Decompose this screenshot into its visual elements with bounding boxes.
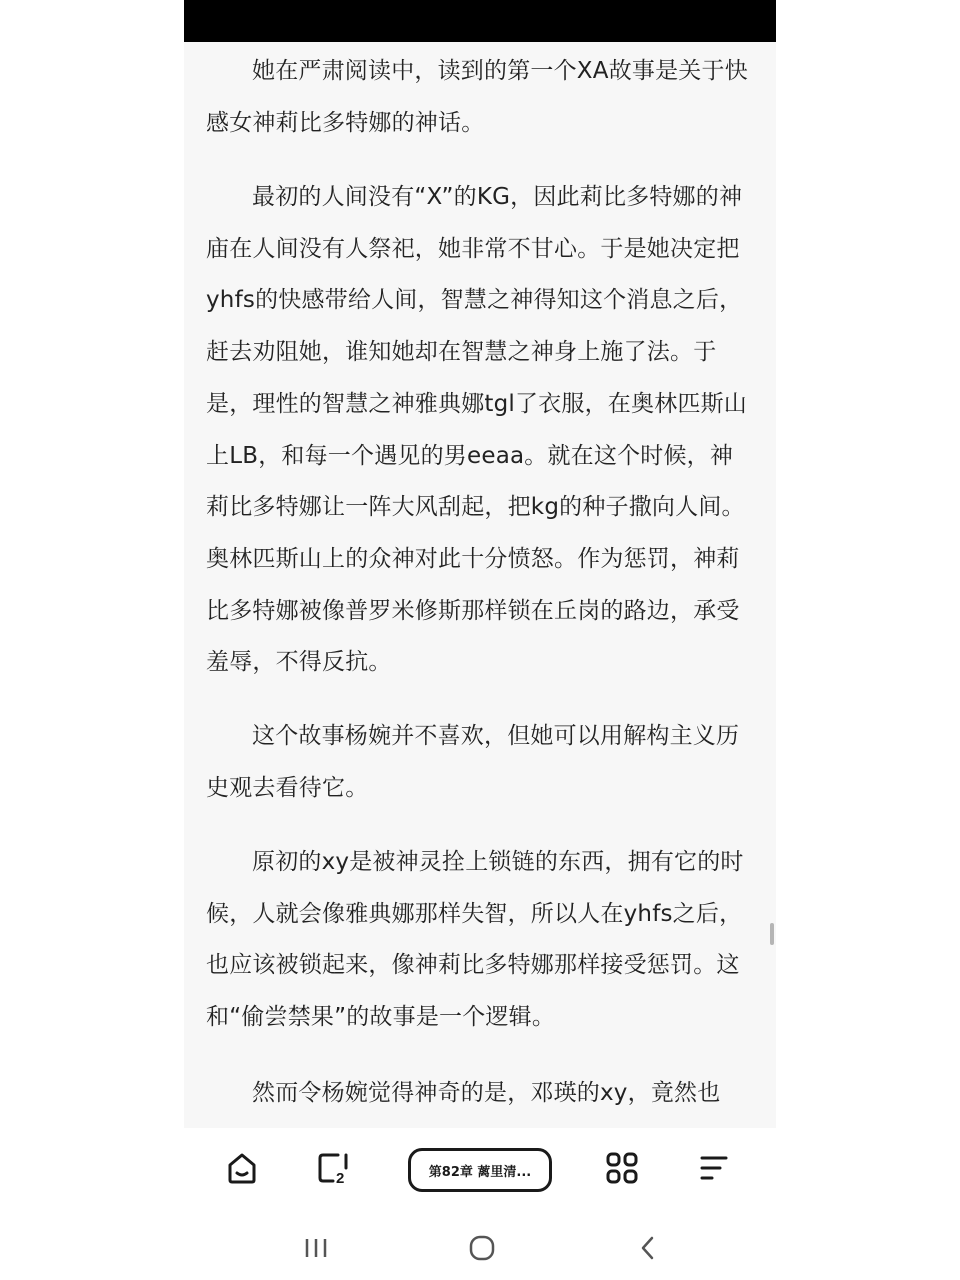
reader-toolbar — [184, 1128, 776, 1208]
reader-content[interactable] — [184, 42, 776, 1128]
paragraph-3: 这个故事杨婉并不喜欢，但她可以用解构主义历史观去看待它。 — [206, 723, 740, 801]
paragraph-1: 她在严肃阅读中，读到的第一个XA故事是关于快感女神莉比多特娜的神话。 — [206, 58, 748, 136]
paragraph-5: 然而令杨婉觉得神奇的是，邓瑛的xy，竟然也 — [252, 1080, 721, 1106]
phone-screen — [184, 0, 776, 1280]
scroll-indicator[interactable] — [770, 923, 774, 945]
home-circle-icon[interactable] — [462, 1228, 502, 1268]
back-chevron-icon[interactable] — [628, 1228, 668, 1268]
paragraph-4: 原初的xy是被神灵拴上锁链的东西，拥有它的时候，人就会像雅典娜那样失智，所以人在yhfs之后，也应该被锁起来，像神莉比多特娜那样接受惩罚。这和“偷尝禁果”的故事是一个逻辑。 — [206, 849, 744, 1031]
system-nav-bar — [184, 1208, 776, 1280]
grid-icon[interactable] — [602, 1148, 642, 1188]
paragraph-2: 最初的人间没有“X”的KG，因此莉比多特娜的神庙在人间没有人祭祀，她非常不甘心。于是她决定把yhfs的快感带给人间，智慧之神得知这个消息之后，赶去劝阻她，谁知她却在智慧之神身上施了法。于是，理性的智慧之神雅典娜tgl了衣服，在奥林匹斯山上LB，和每一个遇见的男eeaa。就在这个时候，神莉比多特娜让一阵大风刮起，把kg的种子撒向人间。奥林匹斯山上的众神对此十分愤怒。作为惩罚，神莉比多特娜被像普罗米修斯那样锁在丘岗的路边，承受羞辱，不得反抗。 — [206, 184, 748, 676]
recents-icon[interactable] — [296, 1228, 336, 1268]
tabs-count-icon[interactable] — [314, 1148, 354, 1188]
tab-count: 2 — [336, 1170, 345, 1186]
status-bar — [184, 0, 776, 42]
menu-icon[interactable] — [694, 1148, 734, 1188]
home-smile-icon[interactable] — [222, 1148, 262, 1188]
chapter-button[interactable]: 第82章 蓠里清... — [408, 1148, 552, 1192]
